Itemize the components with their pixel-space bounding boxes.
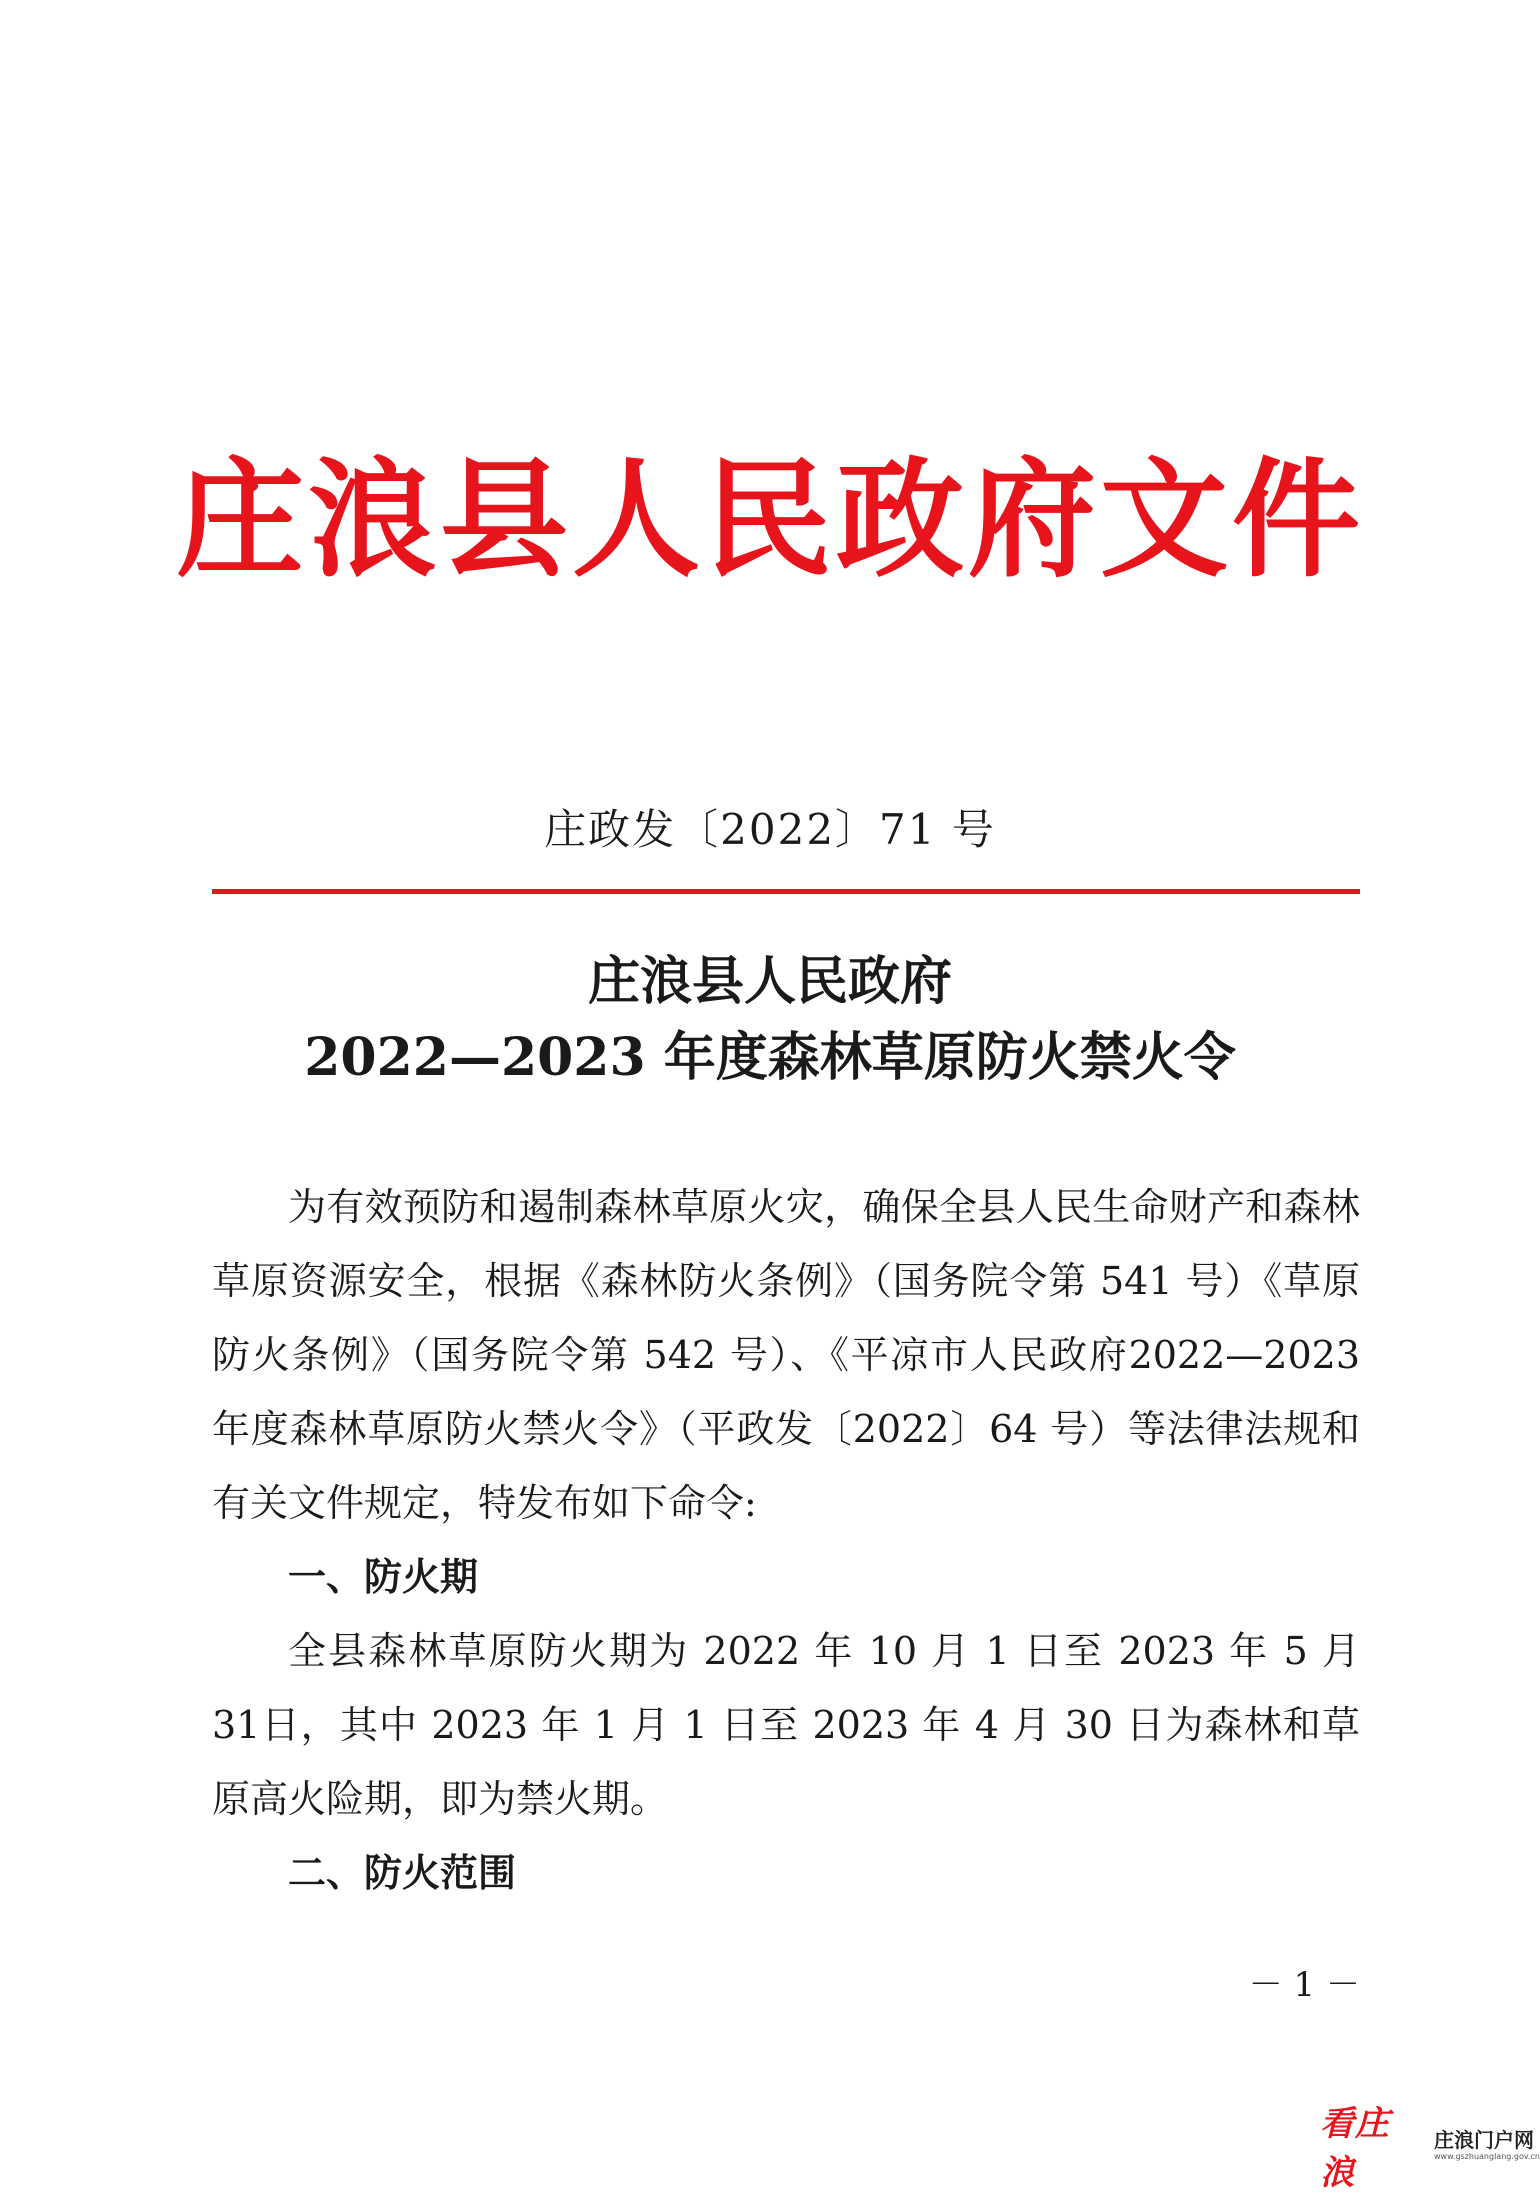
- intro-line: 《草原防火条例》（国务院令第 542 号）、《平凉市人民政府: [212, 1259, 1360, 1377]
- intro-line: 等法律法规和有关文件规定，特发布如下命令:: [212, 1407, 1360, 1525]
- red-divider-rule: [212, 889, 1360, 894]
- intro-line: 为有效预防和遏制森林草原火灾，确保全县人民生命财产和: [288, 1185, 1284, 1229]
- section-heading-fire-scope: 二、防火范围: [288, 1851, 517, 1895]
- fire-period-line: 火险期，即为禁火期。: [288, 1777, 669, 1821]
- document-number: 庄政发〔2022〕71 号: [544, 805, 996, 854]
- document-title-subject: 2022—2023 年度森林草原防火禁火令: [304, 1027, 1236, 1088]
- document-body: [212, 1170, 1360, 1910]
- site-url: www.gszhuanglang.gov.cn: [1434, 2151, 1540, 2161]
- fire-period-paragraph: [212, 1614, 1360, 1836]
- intro-line: 2022—2023 年度森林草原防火禁火令》（平政发〔2022〕64 号）: [212, 1333, 1360, 1451]
- section-heading-fire-period: 一、防火期: [288, 1555, 479, 1599]
- intro-paragraph: [212, 1170, 1360, 1540]
- fire-period-line: 全县森林草原防火期为 2022 年 10 月 1 日至 2023 年 5 月 31: [212, 1629, 1360, 1747]
- intro-line: 森林草原资源安全，根据《森林防火条例》（国务院令第 541 号）: [212, 1185, 1360, 1303]
- site-name: 庄浪门户网: [1434, 2127, 1534, 2152]
- fire-period-line: 日，其中 2023 年 1 月 1 日至 2023 年 4 月 30 日为森林和草原高: [212, 1703, 1360, 1821]
- site-logo: 看庄浪: [1320, 2104, 1390, 2193]
- page-number: － 1 －: [1248, 1965, 1360, 2005]
- document-masthead: 庄浪县人民政府文件: [175, 445, 1364, 595]
- site-branding: [1434, 2127, 1540, 2161]
- site-watermark: [1320, 2104, 1540, 2193]
- document-title-issuer: 庄浪县人民政府: [587, 951, 952, 1012]
